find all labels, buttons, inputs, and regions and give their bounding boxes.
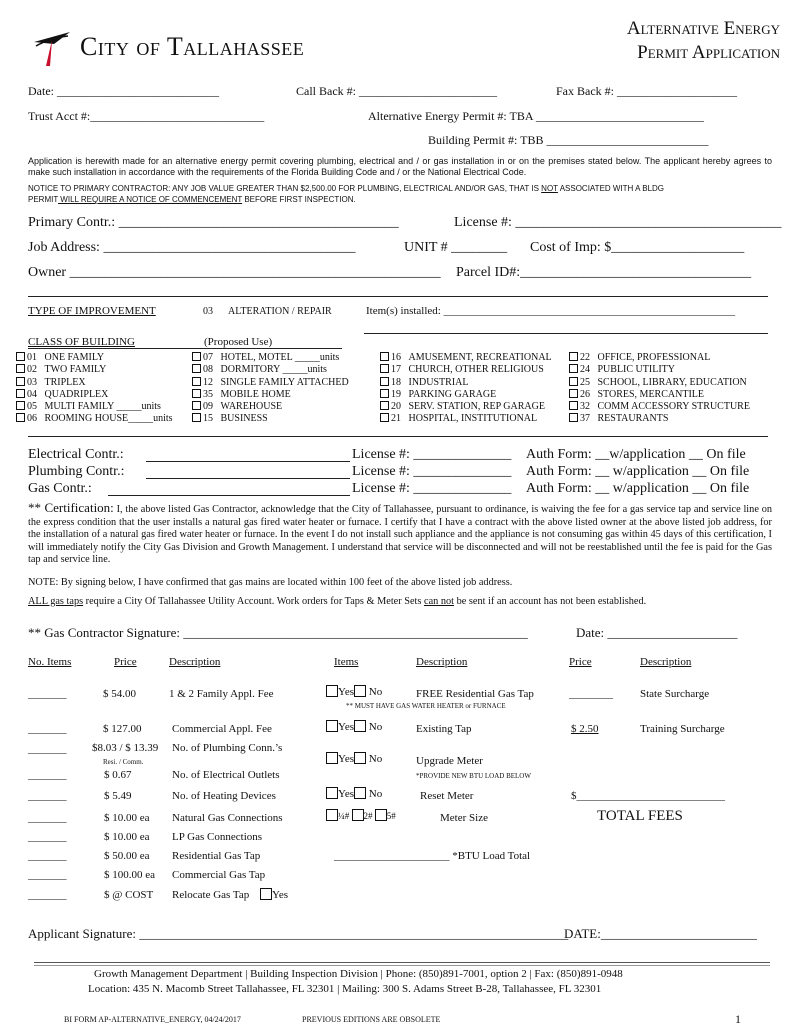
checkbox[interactable] — [569, 352, 578, 361]
unit-field[interactable]: UNIT # ________ — [404, 240, 508, 255]
notice-text-e: BEFORE FIRST INSPECTION. — [242, 195, 356, 204]
fee-price: $ 0.67 — [104, 769, 132, 781]
upgrade-meter-label: Upgrade Meter — [416, 755, 483, 767]
note-text: NOTE: By signing below, I have confirmed that gas mains are located within 100 feet of the above listed job address. — [28, 577, 513, 588]
class-name: DORMITORY _____units — [220, 364, 327, 376]
yes-label: Yes — [338, 721, 355, 733]
fee-price: $8.03 / $ 13.39 — [92, 742, 159, 754]
class-name: CHURCH, OTHER RELIGIOUS — [408, 364, 544, 376]
plumbing-auth-field[interactable]: Auth Form: __ w/application __ On file — [526, 464, 750, 479]
class-item[interactable] — [192, 377, 349, 389]
checkbox[interactable] — [16, 377, 25, 386]
class-code: 03 — [27, 376, 37, 388]
checkbox[interactable] — [326, 752, 338, 764]
class-code: 37 — [580, 413, 590, 425]
items-line — [364, 333, 768, 334]
trust-acct-field[interactable]: Trust Acct #:_____________________________ — [28, 109, 265, 123]
yes-label: Yes — [272, 889, 289, 901]
fee-price: $ 127.00 — [103, 723, 142, 735]
call-back-field[interactable]: Call Back #: _______________________ — [296, 84, 497, 98]
type-improvement-label: TYPE OF IMPROVEMENT — [28, 305, 156, 317]
header-price2: Price — [569, 656, 592, 668]
class-name: AMUSEMENT, RECREATIONAL — [408, 352, 552, 363]
class-code: 35 — [203, 388, 213, 400]
btu-load-field[interactable]: _____________________ *BTU Load Total — [334, 850, 531, 862]
plumbing-license-field[interactable]: License #: ______________ — [352, 464, 512, 479]
date-field[interactable]: Date: ___________________________ — [28, 84, 219, 98]
class-code: 12 — [203, 376, 213, 388]
must-have-note: ** MUST HAVE GAS WATER HEATER or FURNACE — [346, 702, 506, 710]
checkbox[interactable] — [569, 364, 578, 373]
notice-not: NOT — [541, 184, 558, 193]
gas-line[interactable] — [108, 495, 350, 496]
plumbing-line[interactable] — [146, 478, 350, 479]
class-code: 32 — [580, 401, 590, 413]
class-code: 25 — [580, 376, 590, 388]
notice-text-c: PERMIT — [28, 195, 59, 204]
class-code: 15 — [203, 413, 213, 425]
fee-desc: Natural Gas Connections — [172, 812, 283, 824]
plumbing-contractor-label: Plumbing Contr.: — [28, 464, 125, 479]
class-code: 26 — [580, 388, 590, 400]
class-item[interactable] — [380, 352, 552, 364]
class-item[interactable] — [16, 413, 173, 425]
fee-blank[interactable]: _______ — [28, 723, 67, 735]
meter-option: 2# — [363, 811, 373, 821]
class-code: 04 — [27, 388, 37, 400]
checkbox[interactable] — [192, 364, 201, 373]
no-label: No — [368, 721, 383, 733]
fee-price: $ 54.00 — [103, 688, 136, 700]
class-code: 07 — [203, 352, 213, 363]
notice-commencement: WILL REQUIRE A NOTICE OF COMMENCEMENT — [58, 195, 243, 204]
gas-auth-field[interactable]: Auth Form: __ w/application __ On file — [526, 481, 750, 496]
primary-license-field[interactable]: License #: ______________________________________ — [454, 215, 782, 230]
meter-option: 5# — [386, 811, 396, 821]
no-label: No — [368, 686, 383, 698]
fee-blank[interactable]: _______ — [28, 831, 67, 843]
footer-divider — [34, 965, 770, 966]
no-label: No — [368, 788, 383, 800]
checkbox[interactable] — [569, 413, 578, 422]
class-item[interactable] — [380, 401, 552, 413]
fee-blank[interactable]: _______ — [28, 790, 67, 802]
yes-label: Yes — [338, 788, 355, 800]
checkbox[interactable] — [569, 401, 578, 410]
fee-desc: No. of Heating Devices — [172, 790, 276, 802]
cost-field[interactable]: Cost of Imp: $___________________ — [530, 240, 745, 255]
footer-divider — [34, 962, 770, 963]
class-col4 — [569, 352, 750, 426]
class-item[interactable] — [380, 389, 552, 401]
checkbox[interactable] — [380, 352, 389, 361]
fee-blank[interactable]: _______ — [28, 812, 67, 824]
building-permit-field[interactable]: Building Permit #: TBB ___________________________ — [428, 133, 709, 147]
fee-blank[interactable]: _______ — [28, 688, 67, 700]
class-name: TWO FAMILY — [44, 364, 107, 376]
checkbox[interactable] — [354, 685, 366, 697]
class-code: 09 — [203, 401, 213, 413]
fee-desc: Commercial Gas Tap — [172, 869, 266, 881]
free-tap-label: FREE Residential Gas Tap — [416, 688, 534, 700]
intro-paragraph: Application is herewith made for an alternative energy permit covering plumbing, electrical and / or gas installation in or on the premises stated below. The applicant hereby agrees to make such installation in accordance with the requirements of the Florida Building Code and / or the National Electrical Code. — [28, 156, 772, 177]
checkbox[interactable] — [16, 413, 25, 422]
class-item[interactable] — [569, 413, 750, 425]
owner-field[interactable]: Owner _____________________________________________________ — [28, 265, 441, 280]
class-code: 18 — [391, 376, 401, 388]
class-item[interactable] — [569, 352, 750, 364]
class-item[interactable] — [380, 364, 552, 376]
yes-label: Yes — [338, 686, 355, 698]
class-line — [28, 348, 342, 349]
checkbox[interactable] — [380, 413, 389, 422]
class-name: SINGLE FAMILY ATTACHED — [220, 376, 349, 388]
fee-desc: Relocate Gas Tap — [172, 889, 250, 901]
total-fees-field[interactable]: $___________________________ — [571, 790, 725, 802]
gas-contractor-label: Gas Contr.: — [28, 481, 92, 496]
class-item[interactable] — [192, 389, 349, 401]
meter-option: ¼# — [338, 811, 350, 821]
class-item[interactable] — [569, 377, 750, 389]
gas-signature-date[interactable]: Date: ____________________ — [576, 625, 738, 640]
fee-price: $ 10.00 ea — [104, 831, 150, 843]
class-item[interactable] — [192, 413, 349, 425]
fee-blank[interactable]: _______ — [28, 743, 67, 755]
checkbox[interactable] — [354, 720, 366, 732]
class-name: ROOMING HOUSE_____units — [44, 413, 173, 425]
obsolete-notice: PREVIOUS EDITIONS ARE OBSOLETE — [302, 1015, 441, 1024]
electrical-auth-field[interactable]: Auth Form: __w/application __ On file — [526, 447, 746, 462]
class-code: 02 — [27, 364, 37, 376]
provide-btu-note: *PROVIDE NEW BTU LOAD BELOW — [416, 772, 531, 780]
class-col2 — [192, 352, 349, 426]
fax-back-field[interactable]: Fax Back #: ____________________ — [556, 84, 737, 98]
class-building-label: CLASS OF BUILDING — [28, 336, 135, 348]
primary-contractor-field[interactable]: Primary Contr.: ________________________________________ — [28, 215, 399, 230]
existing-tap-yesno[interactable] — [326, 720, 382, 733]
class-item[interactable] — [380, 413, 552, 425]
city-logo — [30, 26, 74, 70]
notice-text-a: NOTICE TO PRIMARY CONTRACTOR: ANY JOB VALUE GREATER THAN $2,500.00 FOR PLUMBING, ELECTRICAL AND/OR GAS, THAT IS — [28, 184, 542, 193]
fee-price: $ @ COST — [104, 889, 154, 901]
fee-price: $ 50.00 ea — [104, 850, 150, 862]
class-item[interactable] — [569, 389, 750, 401]
type-improvement-code: 03 — [203, 306, 213, 317]
class-name: STORES, MERCANTILE — [597, 388, 704, 400]
class-name: MOBILE HOME — [220, 388, 291, 400]
class-item[interactable] — [192, 364, 349, 376]
header-items: Items — [334, 656, 359, 668]
class-code: 21 — [391, 413, 401, 425]
form-id: BI FORM AP-ALTERNATIVE_ENERGY, 04/24/2017 — [64, 1015, 241, 1024]
certification-text: I, the above listed Gas Contractor, acknowledge that the City of Tallahassee, pursuant to ordinance, is waiving the fee for a gas service tap and service line on the express condition that the user installs a natural gas fired water heater or furnace. I certify that I have a contract with the above listed owner at the above listed job address, for the installation of a natural gas fired water heater or furnace. In the event I do not install such appliance and the appliance is not consuming gas within 45 days of this certification, I will immediately notify the City Gas Division and Growth Management. I understand that service will be disconnected and will not be reestablished until the fee is paid for the Gas tap and service line. — [28, 504, 772, 565]
class-col1 — [16, 352, 173, 426]
training-surcharge-label: Training Surcharge — [640, 723, 725, 735]
notice-paragraph — [28, 183, 772, 205]
fee-desc: No. of Plumbing Conn.’s — [172, 742, 283, 754]
checkbox[interactable] — [192, 377, 201, 386]
class-bottom-line — [28, 436, 768, 437]
fee-desc: LP Gas Connections — [172, 831, 263, 843]
checkbox[interactable] — [192, 389, 201, 398]
all-taps-c: can not — [424, 596, 455, 607]
checkbox[interactable] — [380, 364, 389, 373]
meter-size-label: Meter Size — [440, 812, 488, 824]
training-price: $ 2.50 — [571, 723, 599, 735]
certification-lead: ** Certification: — [28, 500, 114, 515]
resi-comm-label: Resi. / Comm. — [103, 758, 144, 766]
meter-size-options[interactable] — [326, 809, 396, 821]
ae-permit-field[interactable]: Alternative Energy Permit #: TBA ____________________________ — [368, 109, 704, 123]
electrical-contractor-label: Electrical Contr.: — [28, 447, 124, 462]
yes-label: Yes — [338, 753, 355, 765]
type-improvement-value: ALTERATION / REPAIR — [228, 306, 332, 317]
class-code: 16 — [391, 352, 401, 363]
no-label: No — [368, 753, 383, 765]
fee-price: $ 100.00 ea — [104, 869, 156, 881]
total-fees-label: TOTAL FEES — [597, 808, 683, 824]
class-code: 01 — [27, 352, 37, 363]
applicant-date[interactable]: DATE:________________________ — [564, 926, 757, 941]
all-taps-text — [28, 596, 646, 607]
job-address-field[interactable]: Job Address: ____________________________________ — [28, 240, 356, 255]
checkbox[interactable] — [326, 720, 338, 732]
state-surcharge-label: State Surcharge — [640, 688, 710, 700]
class-name: SERV. STATION, REP GARAGE — [408, 401, 545, 413]
checkbox[interactable] — [260, 888, 272, 900]
class-code: 19 — [391, 388, 401, 400]
checkbox[interactable] — [16, 352, 25, 361]
gas-license-field[interactable]: License #: ______________ — [352, 481, 512, 496]
applicant-signature[interactable]: Applicant Signature: __________________________________________________________________ — [28, 926, 569, 941]
checkbox[interactable] — [16, 364, 25, 373]
checkbox[interactable] — [569, 389, 578, 398]
form-title-line1: Alternative Energy — [626, 18, 780, 39]
notice-text-b: ASSOCIATED WITH A BLDG — [557, 184, 665, 193]
brand-name: City of Tallahassee — [80, 32, 305, 61]
checkbox[interactable] — [380, 401, 389, 410]
class-item[interactable] — [16, 352, 173, 364]
class-name: RESTAURANTS — [597, 413, 669, 425]
fee-price: $ 5.49 — [104, 790, 132, 802]
class-name: HOTEL, MOTEL _____units — [220, 352, 340, 363]
class-item[interactable] — [192, 352, 349, 364]
checkbox[interactable] — [326, 809, 338, 821]
checkbox[interactable] — [352, 809, 364, 821]
class-name: OFFICE, PROFESSIONAL — [597, 352, 711, 363]
form-title-line2: Permit Application — [637, 42, 780, 63]
checkbox[interactable] — [354, 787, 366, 799]
logo-icon — [30, 26, 74, 70]
class-code: 20 — [391, 401, 401, 413]
class-name: INDUSTRIAL — [408, 376, 469, 388]
fee-blank[interactable]: _______ — [28, 850, 67, 862]
checkbox[interactable] — [192, 352, 201, 361]
fee-desc: No. of Electrical Outlets — [172, 769, 280, 781]
electrical-license-field[interactable]: License #: ______________ — [352, 447, 512, 462]
checkbox[interactable] — [192, 413, 201, 422]
class-code: 08 — [203, 364, 213, 376]
class-name: PARKING GARAGE — [408, 388, 497, 400]
class-name: HOSPITAL, INSTITUTIONAL — [408, 413, 538, 425]
checkbox[interactable] — [375, 809, 387, 821]
fee-price: $ 10.00 ea — [104, 812, 150, 824]
state-surcharge-blank[interactable]: ________ — [569, 688, 613, 700]
gas-contractor-signature[interactable]: ** Gas Contractor Signature: _____________________________________________________ — [28, 625, 528, 640]
class-item[interactable] — [380, 377, 552, 389]
reset-meter-label: Reset Meter — [420, 790, 474, 802]
header-description2: Description — [416, 656, 468, 668]
class-col3 — [380, 352, 552, 426]
parcel-field[interactable]: Parcel ID#:_________________________________ — [456, 265, 752, 280]
checkbox[interactable] — [380, 389, 389, 398]
class-code: 17 — [391, 364, 401, 376]
class-name: COMM ACCESSORY STRUCTURE — [597, 401, 750, 413]
upgrade-meter-yesno[interactable] — [326, 752, 382, 765]
fee-desc: Residential Gas Tap — [172, 850, 261, 862]
electrical-line[interactable] — [146, 461, 350, 462]
class-item[interactable] — [569, 401, 750, 413]
class-name: ONE FAMILY — [44, 352, 105, 363]
fee-blank[interactable]: _______ — [28, 869, 67, 881]
checkbox[interactable] — [16, 389, 25, 398]
checkbox[interactable] — [569, 377, 578, 386]
proposed-use-label: (Proposed Use) — [204, 336, 273, 348]
class-item[interactable] — [16, 364, 173, 376]
all-taps-b: require a City Of Tallahassee Utility Account. Work orders for Taps & Meter Sets — [83, 596, 424, 607]
class-code: 24 — [580, 364, 590, 376]
all-taps-a: ALL gas taps — [28, 596, 84, 607]
checkbox[interactable] — [354, 752, 366, 764]
existing-tap-label: Existing Tap — [416, 723, 472, 735]
class-name: BUSINESS — [220, 413, 268, 425]
fee-blank[interactable]: _______ — [28, 889, 67, 901]
relocate-yes[interactable] — [260, 888, 288, 901]
class-item[interactable] — [16, 377, 173, 389]
class-name: PUBLIC UTILITY — [597, 364, 675, 376]
class-name: TRIPLEX — [44, 376, 86, 388]
divider — [28, 296, 768, 297]
class-code: 22 — [580, 352, 590, 363]
class-item[interactable] — [192, 401, 349, 413]
all-taps-d: be sent if an account has not been established. — [454, 596, 647, 607]
footer-line2: Location: 435 N. Macomb Street Tallahassee, FL 32301 | Mailing: 300 S. Adams Street B-28, Tallahassee, FL 32301 — [88, 983, 602, 995]
free-tap-yesno[interactable] — [326, 685, 382, 698]
class-name: MULTI FAMILY _____units — [44, 401, 161, 413]
class-item[interactable] — [16, 389, 173, 401]
checkbox[interactable] — [326, 787, 338, 799]
fee-blank[interactable]: _______ — [28, 769, 67, 781]
header-description: Description — [169, 656, 221, 668]
certification-paragraph — [28, 502, 772, 567]
class-code: 06 — [27, 413, 37, 425]
class-name: QUADRIPLEX — [44, 388, 109, 400]
page-number: 1 — [735, 1012, 741, 1026]
reset-meter-yesno[interactable] — [326, 787, 382, 800]
checkbox[interactable] — [380, 377, 389, 386]
header-price: Price — [114, 656, 137, 668]
header-description3: Description — [640, 656, 692, 668]
checkbox[interactable] — [326, 685, 338, 697]
fee-desc: Commercial Appl. Fee — [172, 723, 272, 735]
checkbox[interactable] — [192, 401, 201, 410]
class-code: 05 — [27, 401, 37, 413]
class-item[interactable] — [569, 364, 750, 376]
checkbox[interactable] — [16, 401, 25, 410]
items-installed-field[interactable]: Item(s) installed: _____________________________________________________ — [366, 305, 736, 317]
class-name: WAREHOUSE — [220, 401, 283, 413]
class-item[interactable] — [16, 401, 173, 413]
fee-desc: 1 & 2 Family Appl. Fee — [169, 688, 274, 700]
header-no-items: No. Items — [28, 656, 72, 668]
class-name: SCHOOL, LIBRARY, EDUCATION — [597, 376, 747, 388]
footer-line1: Growth Management Department | Building Inspection Division | Phone: (850)891-7001, option 2 | Fax: (850)891-0948 — [94, 968, 623, 980]
